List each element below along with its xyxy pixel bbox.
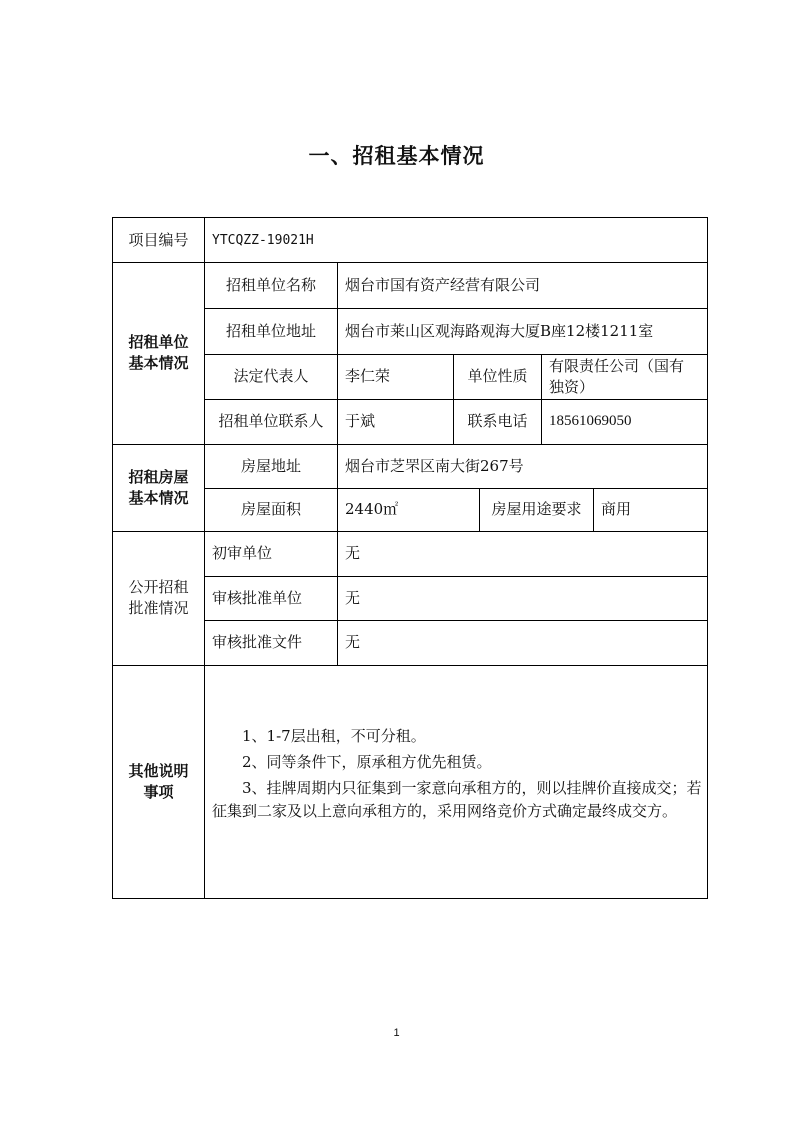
legal-rep-label: 法定代表人 [233, 367, 309, 385]
note-item: 3、挂牌周期内只征集到一家意向承租方的，则以挂牌价直接成交；若征集到二家及以上意向承租方的，采用网络竞价方式确定最终成交方。 [212, 779, 702, 820]
house-address-value: 烟台市芝罘区南大街267号 [345, 456, 524, 475]
contact-label: 招租单位联系人 [218, 412, 324, 430]
approval-document-value: 无 [345, 633, 361, 651]
house-address-label: 房屋地址 [240, 456, 301, 475]
house-use-value: 商用 [601, 500, 632, 518]
phone-value: 18561069050 [549, 413, 632, 429]
unit-section-label-line1: 招租单位 [128, 333, 189, 351]
unit-address-value: 烟台市莱山区观海路观海大厦B座12楼1211室 [345, 321, 654, 340]
unit-section-label-line2: 基本情况 [128, 354, 189, 372]
unit-address-label: 招租单位地址 [225, 321, 316, 340]
legal-rep-value: 李仁荣 [345, 367, 391, 385]
unit-name-label: 招租单位名称 [225, 275, 316, 294]
approval-document-label: 审核批准文件 [212, 633, 303, 651]
approval-section-label-line1: 公开招租 [128, 578, 189, 596]
approver-label: 审核批准单位 [212, 588, 303, 607]
approval-section-label [113, 531, 204, 665]
page-title: 一、招租基本情况 [308, 144, 485, 168]
house-use-label: 房屋用途要求 [491, 500, 582, 518]
initial-review-label: 初审单位 [212, 544, 273, 562]
unit-name-value: 烟台市国有资产经营有限公司 [345, 275, 541, 294]
approval-section-label-line2: 批准情况 [128, 599, 189, 617]
approver-value: 无 [345, 588, 361, 607]
notes-section-label [113, 665, 204, 898]
note-item: 1、1-7层出租，不可分租。 [242, 727, 426, 745]
contact-value: 于斌 [345, 412, 376, 430]
house-section-label-line2: 基本情况 [128, 488, 189, 507]
phone-label: 联系电话 [467, 412, 528, 430]
unit-nature-value [542, 354, 707, 399]
unit-section-label [113, 262, 204, 444]
house-section-label [113, 444, 204, 531]
notes-content [212, 725, 702, 826]
project-number-value: YTCQZZ-19021H [212, 232, 314, 248]
notes-section-label-line1: 其他说明 [128, 761, 189, 780]
unit-nature-value-line2: 独资） [549, 377, 595, 396]
note-item: 2、同等条件下，原承租方优先租赁。 [242, 753, 492, 771]
house-area-label: 房屋面积 [240, 500, 301, 518]
page-number: 1 [393, 1027, 400, 1039]
house-section-label-line1: 招租房屋 [128, 467, 189, 486]
notes-section-label-line2: 事项 [143, 782, 174, 801]
project-number-label: 项目编号 [128, 230, 189, 249]
unit-nature-label: 单位性质 [467, 367, 528, 385]
initial-review-value: 无 [345, 544, 361, 562]
unit-nature-value-line1: 有限责任公司（国有 [549, 356, 685, 375]
house-area-value: 2440㎡ [345, 500, 399, 518]
